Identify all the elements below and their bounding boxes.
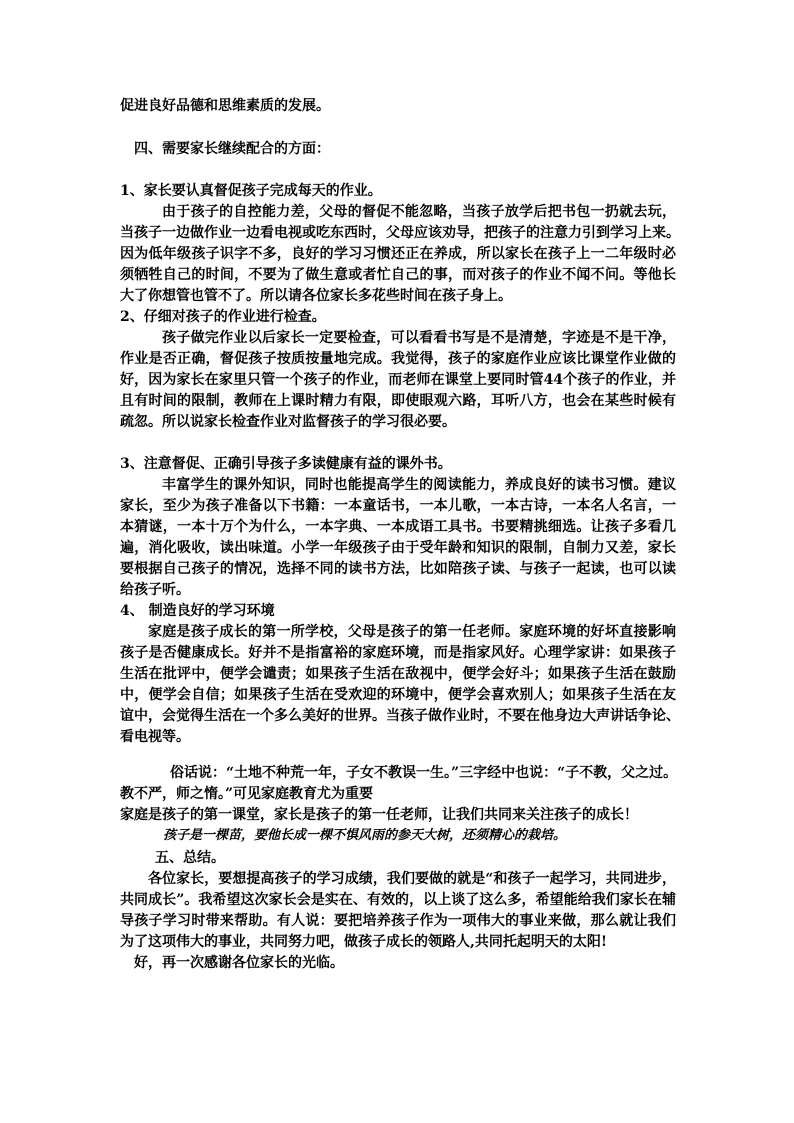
text-line: 本猜谜，一本十万个为什么，一本字典、一本成语工具书。书要精挑细选。让孩子多看几: [120, 519, 676, 535]
italic-quote: 孩子是一棵苗，要他长成一棵不惧风雨的参天大树，还须精心的栽培。: [163, 828, 567, 843]
text-line: 共同成长”。我希望这次家长会是实在、有效的，以上谈了这么多，希望能给我们家长在辅: [120, 892, 676, 908]
text-line: 孩子做完作业以后家长一定要检查，可以看看书写是不是清楚，字迹是不是干净，: [162, 330, 676, 346]
text-line: 作业是否正确，督促孩子按质按量地完成。我觉得，孩子的家庭作业应该比课堂作业做的: [120, 351, 676, 367]
text-line: 谊中，会觉得生活在一个多么美好的世界。当孩子做作业时，不要在他身边大声讲话争论、: [120, 708, 680, 724]
text-line: 家庭是孩子成长的第一所学校，父母是孩子的第一任老师。家庭环境的好坏直接影响: [148, 624, 676, 640]
section-heading: 四、需要家长继续配合的方面：: [134, 141, 330, 157]
text-line: 各位家长，要想提高孩子的学习成绩，我们要做的就是“和孩子一起学习，共同进步，: [148, 871, 676, 887]
text-line: 要根据自己孩子的情况，选择不同的读书方法，比如陪孩子读、与孩子一起读，也可以读: [120, 561, 676, 577]
text-line: 俗话说：“土地不种荒一年，子女不教误一生。”三字经中也说：“子不教，父之过。: [170, 765, 678, 781]
text-line: 导孩子学习时带来帮助。有人说：要把培养孩子作为一项伟大的事业来做，那么就让我们: [120, 913, 676, 929]
text-line: 家长，至少为孩子准备以下书籍：一本童话书，一本儿歌，一本古诗，一本名人名言，一: [120, 498, 676, 514]
text-line: 当孩子一边做作业一边看电视或吃东西时，父母应该劝导，把孩子的注意力引到学习上来。: [120, 225, 680, 241]
item-heading: 1、家长要认真督促孩子完成每天的作业。: [120, 183, 382, 199]
text-line: 为了这项伟大的事业，共同努力吧，做孩子成长的领路人,共同托起明天的太阳!: [120, 934, 608, 950]
text-line: 因为低年级孩子识字不多，良好的学习习惯还正在养成，所以家长在孩子上一二年级时必: [120, 246, 676, 262]
text-line: 由于孩子的自控能力差，父母的督促不能忽略，当孩子放学后把书包一扔就去玩，: [162, 204, 676, 220]
item-heading: 4、 制造良好的学习环境: [120, 603, 275, 619]
text-line: 好，因为家长在家里只管一个孩子的作业，而老师在课堂上要同时管44个孩子的作业，并: [120, 372, 676, 388]
item-heading: 3、注意督促、正确引导孩子多读健康有益的课外书。: [120, 456, 452, 472]
item-heading: 2、仔细对孩子的作业进行检查。: [120, 309, 326, 325]
text-line: 看电视等。: [120, 729, 190, 745]
text-line: 疏忽。所以说家长检查作业对监督孩子的学习很必要。: [120, 414, 456, 430]
text-line: 给孩子听。: [120, 582, 190, 598]
text-line: 家庭是孩子的第一课堂，家长是孩子的第一任老师，让我们共同来关注孩子的成长！: [120, 807, 638, 823]
text-line: 遍，消化吸收，读出味道。小学一年级孩子由于受年龄和知识的限制，自制力又差，家长: [120, 540, 676, 556]
text-line: 须牺牲自己的时间，不要为了做生意或者忙自己的事，而对孩子的作业不闻不问。等他长: [120, 267, 676, 283]
text-line: 孩子是否健康成长。好并不是指富裕的家庭环境，而是指家风好。心理学家讲：如果孩子: [120, 645, 676, 661]
section-heading: 五、总结。: [155, 850, 225, 866]
text-line: 大了你想管也管不了。所以请各位家长多花些时间在孩子身上。: [120, 288, 512, 304]
text-line: 生活在批评中，便学会谴责；如果孩子生活在敌视中，便学会好斗；如果孩子生活在鼓励: [120, 666, 676, 682]
text-line: 丰富学生的课外知识，同时也能提高学生的阅读能力，养成良好的读书习惯。建议: [162, 477, 676, 493]
text-line: 好，再一次感谢各位家长的光临。: [134, 955, 344, 971]
text-line: 中，便学会自信；如果孩子生活在受欢迎的环境中，便学会喜欢别人；如果孩子生活在友: [120, 687, 676, 703]
text-line: 促进良好品德和思维素质的发展。: [120, 98, 330, 114]
text-line: 且有时间的限制，教师在上课时精力有限，即使眼观六路，耳听八方，也会在某些时候有: [120, 393, 676, 409]
text-line: 教不严，师之惰。”可见家庭教育尤为重要: [120, 786, 374, 802]
